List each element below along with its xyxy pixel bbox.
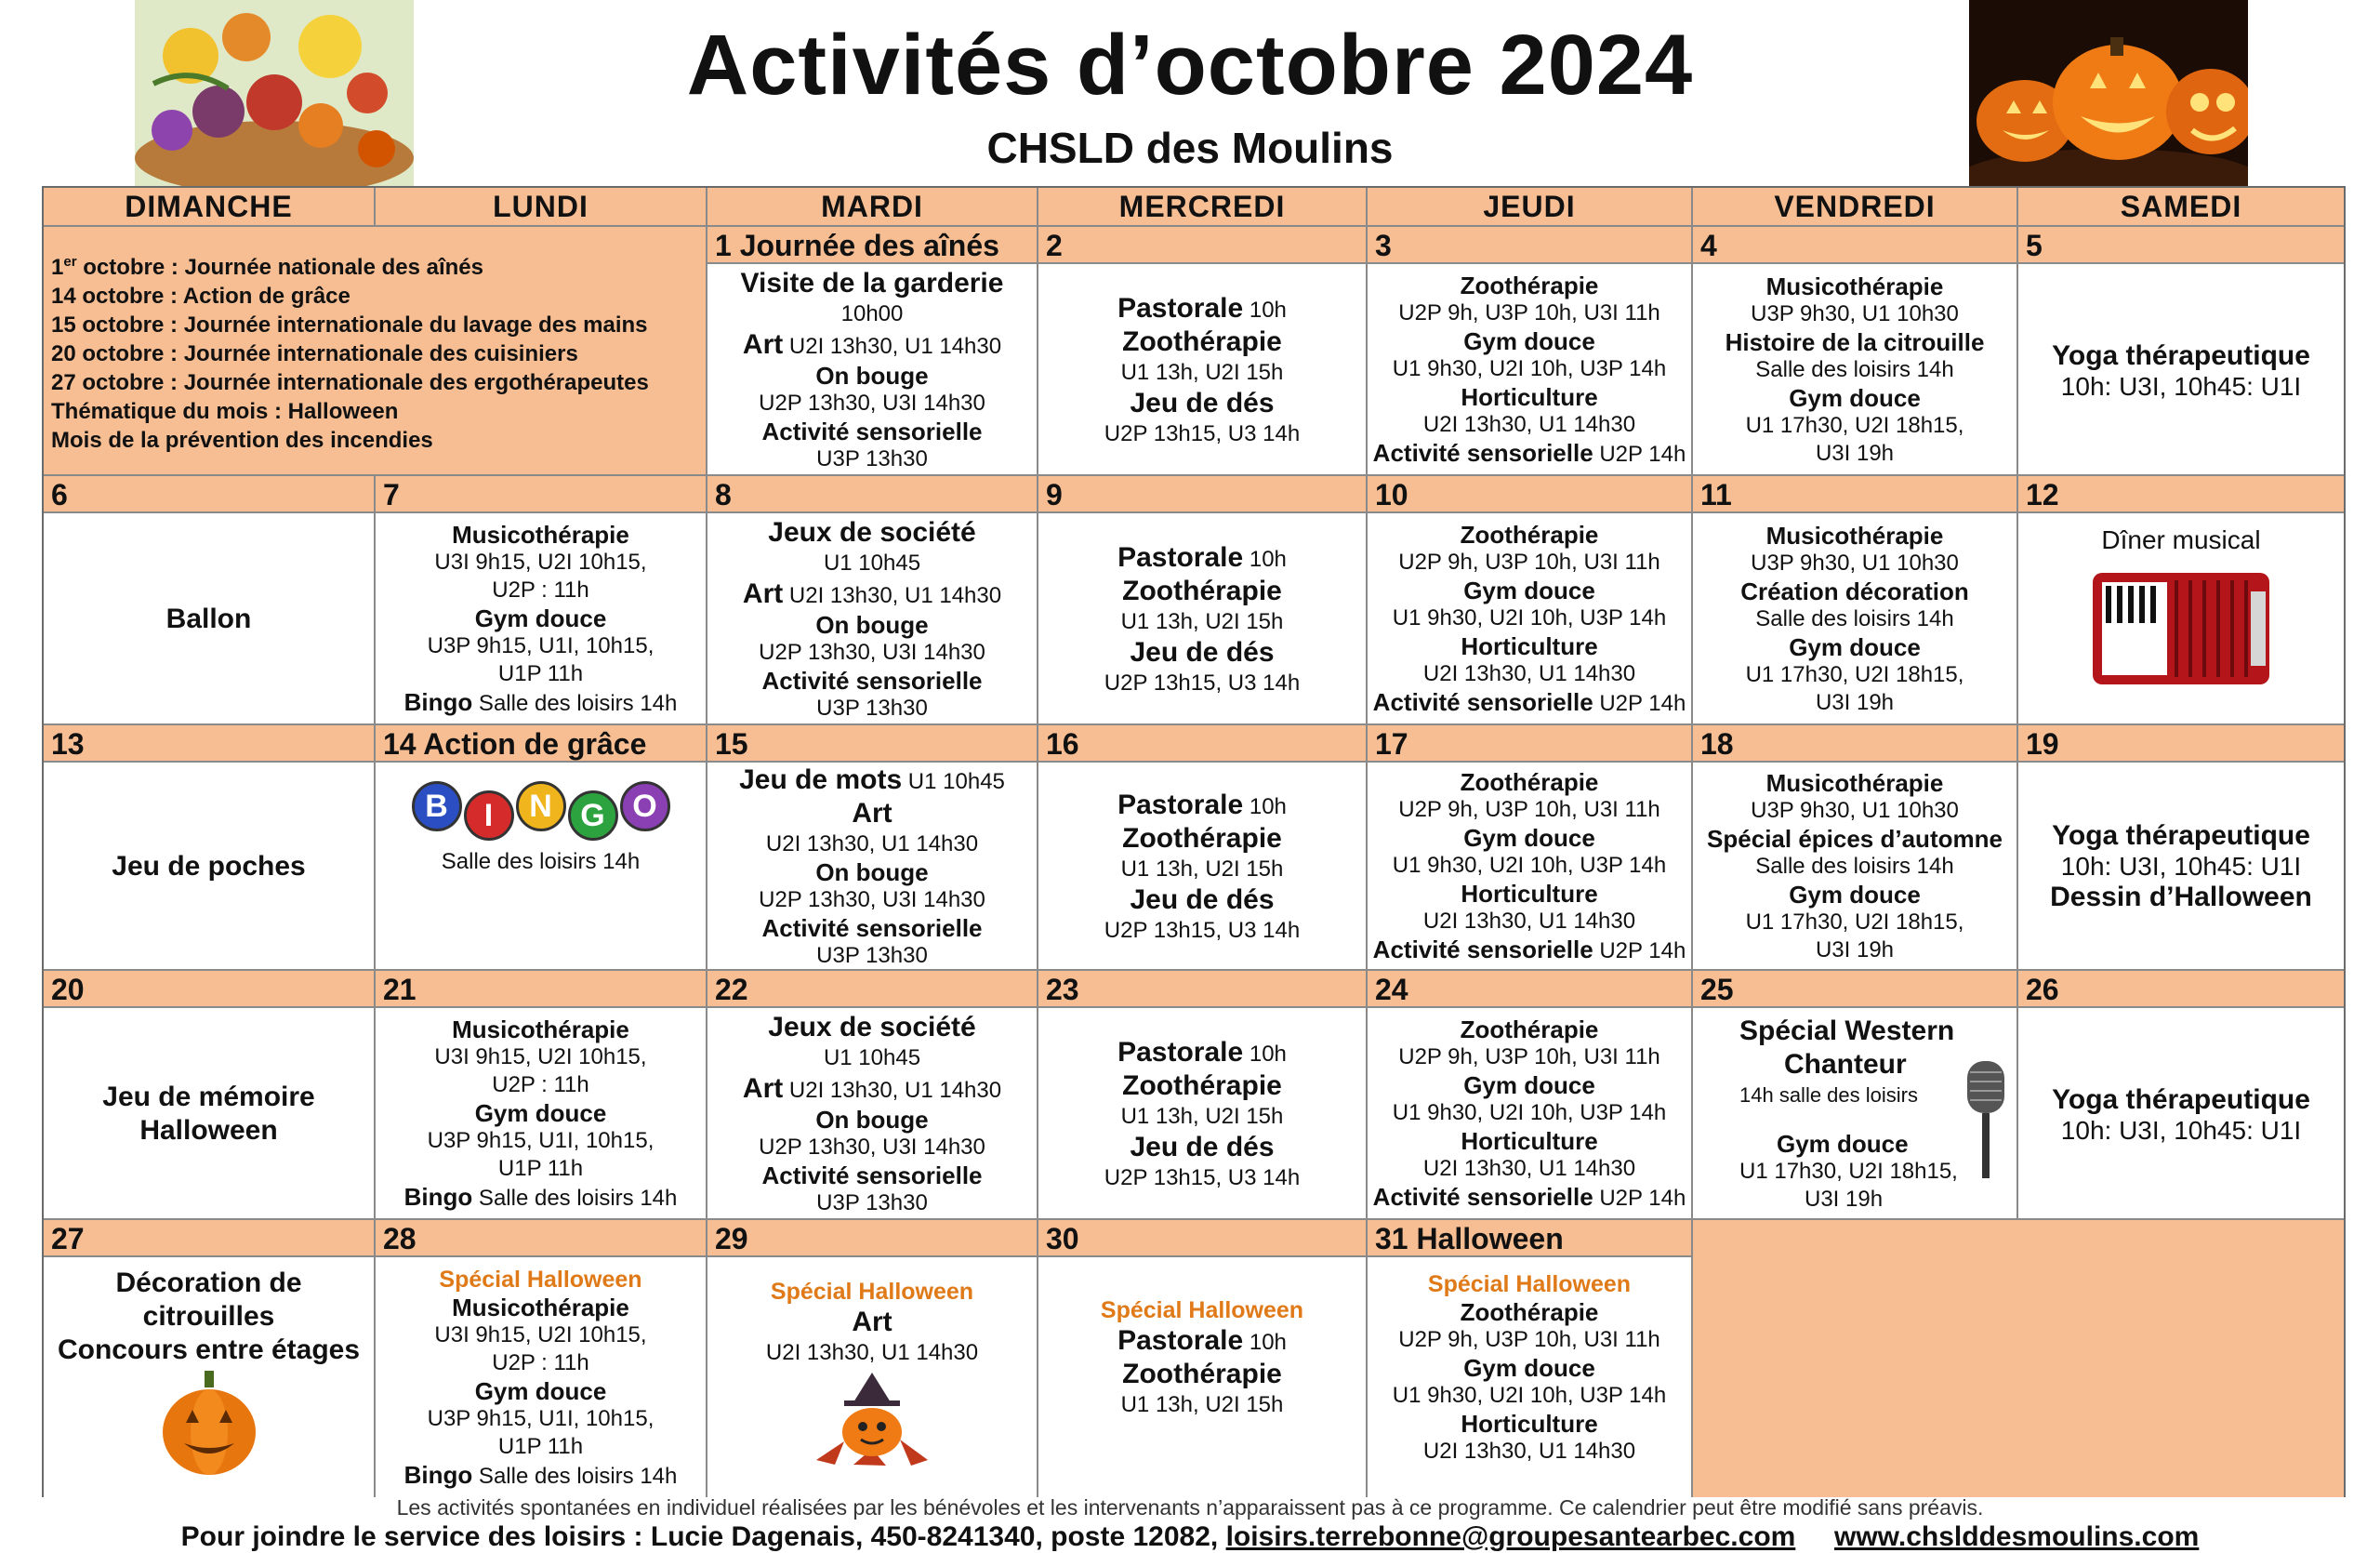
day-number: 2 — [1038, 227, 1366, 264]
schedule: U1 13h, U2I 15h — [1120, 1104, 1284, 1129]
activity: Jeu de mémoire — [102, 1082, 315, 1112]
activity: Gym douce — [1463, 1354, 1595, 1382]
schedule: U2P : 11h — [492, 577, 589, 603]
day-cell — [1038, 971, 1368, 1220]
activity: Histoire de la citrouille — [1725, 328, 1985, 356]
schedule: U3P 9h30, U1 10h30 — [1751, 798, 1959, 823]
day-cell — [1368, 725, 1693, 971]
schedule: U3I 9h15, U2I 10h15, — [434, 550, 647, 575]
activity: Visite de la garderie — [740, 268, 1004, 299]
day-number: 14 Action de grâce — [376, 725, 706, 763]
schedule: U3P 13h30 — [816, 446, 928, 471]
schedule: U3P 9h15, U1I, 10h15, — [427, 633, 654, 658]
day-number: 29 — [707, 1220, 1037, 1257]
day-number: 11 — [1693, 476, 2016, 513]
day-number: 3 — [1368, 227, 1691, 264]
day-number: 26 — [2018, 971, 2344, 1008]
schedule: Salle des loisirs 14h — [472, 1186, 678, 1211]
schedule: U2I 13h30, U1 14h30 — [765, 1340, 979, 1365]
day-cell — [1368, 971, 1693, 1220]
schedule: Salle des loisirs 14h — [441, 849, 641, 874]
schedule: U2I 13h30, U1 14h30 — [783, 583, 1002, 608]
halloween-pumpkin-leaves-icon — [807, 1367, 937, 1469]
activity: Jeux de société — [768, 517, 976, 548]
activity: Bingo — [403, 688, 473, 716]
schedule: U3I 9h15, U2I 10h15, — [434, 1322, 647, 1347]
note-line: 27 octobre : Journée internationale des ergothérapeutes — [51, 370, 649, 395]
bingo-ball: I — [464, 790, 514, 841]
activity: Spécial épices d’automne — [1707, 825, 2003, 853]
schedule: U1 10h45 — [823, 551, 921, 576]
schedule: U3P 9h15, U1I, 10h15, — [427, 1128, 654, 1153]
day-number: 13 — [44, 725, 374, 763]
schedule: U3P 9h30, U1 10h30 — [1751, 301, 1959, 326]
activity: Dîner musical — [2101, 525, 2261, 554]
activity: Zoothérapie — [1460, 1298, 1599, 1326]
activity: Zoothérapie — [1122, 1070, 1282, 1101]
day-cell — [376, 1220, 707, 1497]
activity: Ballon — [165, 604, 252, 634]
day-number: 10 — [1368, 476, 1691, 513]
activity: Art — [852, 798, 892, 829]
activity: Musicothérapie — [1765, 769, 1944, 797]
activity: Halloween — [139, 1115, 278, 1146]
day-cell — [376, 725, 707, 971]
schedule: U2I 13h30, U1 14h30 — [1422, 1439, 1636, 1464]
schedule: U2P 13h30, U3I 14h30 — [759, 391, 985, 416]
schedule: U1 13h, U2I 15h — [1120, 856, 1284, 882]
day-cell — [2018, 227, 2344, 476]
activity: Gym douce — [474, 604, 607, 632]
schedule: U2P 13h30, U3I 14h30 — [759, 887, 985, 912]
schedule: U2P : 11h — [492, 1072, 589, 1097]
activity: Horticulture — [1461, 1127, 1598, 1155]
weekday-header: MERCREDI — [1038, 188, 1368, 227]
schedule: U2P 14h — [1593, 691, 1686, 716]
schedule: U1 9h30, U2I 10h, U3P 14h — [1392, 853, 1667, 878]
activity: Zoothérapie — [1460, 521, 1599, 549]
activity: Zoothérapie — [1460, 272, 1599, 299]
weekday-header: DIMANCHE — [44, 188, 376, 227]
activity: Décoration de — [115, 1268, 302, 1298]
schedule: U2P 9h, U3P 10h, U3I 11h — [1398, 797, 1660, 822]
pumpkin-icon — [158, 1367, 260, 1479]
special-label: Spécial Halloween — [1100, 1297, 1304, 1323]
activity: Art — [742, 329, 784, 360]
schedule: 10h: U3I, 10h45: U1I — [2060, 372, 2302, 401]
schedule: U3I 19h — [1815, 441, 1895, 466]
note-line: Mois de la prévention des incendies — [51, 428, 433, 453]
activity: Jeu de mots — [739, 764, 903, 795]
weekday-header: LUNDI — [376, 188, 707, 227]
day-cell — [2018, 971, 2344, 1220]
jack-o-lantern-image — [1969, 0, 2248, 186]
schedule: U2P 13h30, U3I 14h30 — [759, 1135, 985, 1160]
schedule: U2P 13h15, U3 14h — [1104, 918, 1301, 943]
schedule: U2I 13h30, U1 14h30 — [1422, 661, 1636, 686]
activity: citrouilles — [142, 1301, 275, 1332]
activity: Yoga thérapeutique — [2052, 340, 2310, 371]
day-cell — [707, 476, 1038, 725]
schedule: U2P 14h — [1593, 442, 1686, 467]
day-cell — [707, 227, 1038, 476]
schedule: U1P 11h — [497, 1434, 584, 1459]
activity: Horticulture — [1461, 1410, 1598, 1438]
bingo-ball: B — [412, 781, 462, 831]
day-number: 7 — [376, 476, 706, 513]
schedule: U2I 13h30, U1 14h30 — [765, 831, 979, 856]
schedule: U2P 13h30, U3I 14h30 — [759, 640, 985, 665]
day-cell — [707, 971, 1038, 1220]
activity: Pastorale — [1117, 1325, 1244, 1356]
schedule: U1 17h30, U2I 18h15, — [1745, 662, 1964, 687]
activity: Zoothérapie — [1122, 576, 1282, 606]
schedule: U2I 13h30, U1 14h30 — [783, 334, 1002, 359]
schedule: U2P 9h, U3P 10h, U3I 11h — [1398, 550, 1660, 575]
schedule: U1P 11h — [497, 661, 584, 686]
note-line: 1er octobre : Journée nationale des aînés — [51, 254, 483, 280]
schedule: U2I 13h30, U1 14h30 — [1422, 412, 1636, 437]
day-cell — [707, 1220, 1038, 1497]
bingo-logo — [412, 781, 670, 841]
activity: Gym douce — [1789, 881, 1921, 909]
schedule: U3I 19h — [1815, 937, 1895, 962]
special-label: Spécial Halloween — [1427, 1271, 1632, 1297]
activity: On bouge — [815, 1106, 929, 1134]
activity: On bouge — [815, 858, 929, 886]
schedule: U2P 14h — [1593, 938, 1686, 963]
schedule: 10h: U3I, 10h45: U1I — [2060, 1116, 2302, 1145]
schedule: U2P 13h15, U3 14h — [1104, 670, 1301, 696]
activity: Jeu de dés — [1130, 637, 1275, 668]
schedule: 10h — [1243, 547, 1287, 572]
activity: Musicothérapie — [1765, 522, 1944, 550]
day-cell — [2018, 725, 2344, 971]
note-line: Thématique du mois : Halloween — [51, 399, 399, 424]
activity: Jeux de société — [768, 1012, 976, 1042]
day-cell — [44, 725, 376, 971]
schedule: U1 13h, U2I 15h — [1120, 609, 1284, 634]
activity: Zoothérapie — [1122, 326, 1282, 357]
schedule: U1 17h30, U2I 18h15, — [1745, 413, 1964, 438]
activity: Musicothérapie — [452, 521, 629, 549]
schedule: Salle des loisirs 14h — [472, 691, 678, 716]
activity: Musicothérapie — [452, 1294, 629, 1321]
special-label: Spécial Halloween — [770, 1279, 974, 1305]
schedule: U1 9h30, U2I 10h, U3P 14h — [1392, 605, 1667, 630]
day-cell — [44, 971, 376, 1220]
activity: Création décoration — [1740, 577, 1969, 605]
bingo-ball: O — [620, 781, 670, 831]
schedule: U1 13h, U2I 15h — [1120, 1392, 1284, 1417]
schedule: U2P 9h, U3P 10h, U3I 11h — [1398, 1044, 1660, 1069]
activity: Zoothérapie — [1122, 1359, 1282, 1389]
day-cell — [1038, 1220, 1368, 1497]
schedule: 10h00 — [840, 301, 904, 326]
day-cell — [1368, 1220, 1693, 1497]
schedule: U1 13h, U2I 15h — [1120, 360, 1284, 385]
activity: Activité sensorielle — [761, 418, 983, 445]
activity: Activité sensorielle — [1372, 1183, 1593, 1211]
activity: Gym douce — [1463, 327, 1595, 355]
page-title: Activités d’octobre 2024 — [686, 18, 1694, 113]
activity: Jeu de dés — [1130, 388, 1275, 418]
activity: Bingo — [403, 1461, 473, 1489]
activity: Musicothérapie — [452, 1015, 629, 1043]
activity: Pastorale — [1117, 542, 1244, 573]
note-line: 20 octobre : Journée internationale des cuisiniers — [51, 341, 578, 366]
schedule: U3P 13h30 — [816, 943, 928, 968]
day-number: 6 — [44, 476, 374, 513]
activity: Activité sensorielle — [1372, 439, 1593, 467]
schedule: U3P 9h15, U1I, 10h15, — [427, 1406, 654, 1431]
day-number: 31 Halloween — [1368, 1220, 1691, 1257]
day-number: 27 — [44, 1220, 374, 1257]
day-number: 18 — [1693, 725, 2016, 763]
activity: Art — [742, 1073, 784, 1104]
activity: Concours entre étages — [57, 1334, 361, 1365]
weekday-header: VENDREDI — [1693, 188, 2018, 227]
activity: Musicothérapie — [1765, 272, 1944, 300]
schedule: 10h — [1243, 298, 1287, 323]
activity: Activité sensorielle — [761, 667, 983, 695]
activity: Gym douce — [474, 1377, 607, 1405]
schedule: 10h — [1243, 794, 1287, 819]
day-number: 17 — [1368, 725, 1691, 763]
schedule: U2I 13h30, U1 14h30 — [783, 1078, 1002, 1103]
activity: Gym douce — [474, 1099, 607, 1127]
day-number: 21 — [376, 971, 706, 1008]
schedule: Salle des loisirs 14h — [1755, 854, 1954, 879]
schedule: Salle des loisirs 14h — [1755, 357, 1954, 382]
activity: Yoga thérapeutique — [2052, 820, 2310, 851]
bingo-ball: N — [516, 781, 566, 831]
activity: Pastorale — [1117, 790, 1244, 820]
schedule: U2I 13h30, U1 14h30 — [1422, 1156, 1636, 1181]
activity: Bingo — [403, 1183, 473, 1211]
schedule: U1 10h45 — [902, 769, 1005, 794]
day-cell — [2018, 476, 2344, 725]
activity: Horticulture — [1461, 880, 1598, 908]
schedule: U1P 11h — [497, 1156, 584, 1181]
schedule: U1 9h30, U2I 10h, U3P 14h — [1392, 1383, 1667, 1408]
schedule: U3P 13h30 — [816, 696, 928, 721]
accordion-icon — [2083, 554, 2279, 694]
day-cell — [44, 1220, 376, 1497]
activity: Chanteur — [1784, 1049, 1907, 1080]
schedule: U3P 9h30, U1 10h30 — [1751, 551, 1959, 576]
weekday-header: MARDI — [707, 188, 1038, 227]
month-notes — [44, 227, 707, 476]
day-number: 24 — [1368, 971, 1691, 1008]
schedule: U1 9h30, U2I 10h, U3P 14h — [1392, 356, 1667, 381]
autumn-harvest-image — [135, 0, 414, 186]
activity: On bouge — [815, 611, 929, 639]
day-number: 23 — [1038, 971, 1366, 1008]
activity: Yoga thérapeutique — [2052, 1084, 2310, 1115]
schedule: U3I 19h — [1805, 1187, 1884, 1212]
activity: Gym douce — [1789, 384, 1921, 412]
day-number: 9 — [1038, 476, 1366, 513]
day-number: 19 — [2018, 725, 2344, 763]
weekday-header: SAMEDI — [2018, 188, 2344, 227]
day-number: 30 — [1038, 1220, 1366, 1257]
note-line: 15 octobre : Journée internationale du lavage des mains — [51, 312, 648, 338]
day-number: 16 — [1038, 725, 1366, 763]
page-subtitle: CHSLD des Moulins — [986, 124, 1394, 172]
day-cell — [376, 476, 707, 725]
contact-text: Pour joindre le service des loisirs : Lucie Dagenais, 450-8241340, poste 12082, — [180, 1521, 1226, 1552]
schedule: 10h — [1243, 1042, 1287, 1067]
activity: Gym douce — [1463, 824, 1595, 852]
activity: Activité sensorielle — [1372, 688, 1593, 716]
microphone-icon — [1963, 1059, 2009, 1180]
schedule: 10h — [1243, 1330, 1287, 1355]
day-cell — [376, 971, 707, 1220]
activity: Jeu de dés — [1130, 1132, 1275, 1162]
activity: Pastorale — [1117, 1037, 1244, 1068]
spacer — [1795, 1521, 1834, 1552]
schedule: U2P 9h, U3P 10h, U3I 11h — [1398, 300, 1660, 325]
email-link[interactable]: loisirs.terrebonne@groupesantearbec.com — [1225, 1521, 1796, 1552]
footer-disclaimer: Les activités spontanées en individuel réalisées par les bénévoles et les intervenants n’apparaissent pas à ce programme. Ce calendrier peut être modifié sans préavis. — [396, 1495, 1984, 1520]
activity: Zoothérapie — [1460, 768, 1599, 796]
day-cell — [1368, 476, 1693, 725]
activity: Horticulture — [1461, 383, 1598, 411]
schedule: U1 10h45 — [823, 1045, 921, 1070]
day-number: 22 — [707, 971, 1037, 1008]
activity: Art — [852, 1307, 892, 1337]
activity: Art — [742, 578, 784, 609]
schedule: U1 17h30, U2I 18h15, — [1739, 1159, 1958, 1184]
day-number: 5 — [2018, 227, 2344, 264]
schedule: U3I 19h — [1815, 690, 1895, 715]
activity: Horticulture — [1461, 632, 1598, 660]
activity: On bouge — [815, 362, 929, 390]
special-label: Spécial Halloween — [439, 1267, 642, 1293]
schedule: U3P 13h30 — [816, 1190, 928, 1215]
day-number: 1 Journée des aînés — [707, 227, 1037, 264]
day-cell — [1693, 971, 2018, 1220]
day-cell — [1693, 227, 2018, 476]
website-link[interactable]: www.chslddesmoulins.com — [1834, 1521, 2200, 1552]
activity: Pastorale — [1117, 293, 1244, 324]
schedule: 14h salle des loisirs — [1739, 1083, 1918, 1107]
day-number: 20 — [44, 971, 374, 1008]
activity: Gym douce — [1789, 633, 1921, 661]
schedule: Salle des loisirs 14h — [1755, 606, 1954, 631]
day-cell — [44, 476, 376, 725]
schedule: Salle des loisirs 14h — [472, 1464, 678, 1489]
empty-cell — [1693, 1220, 2344, 1497]
note-line: 14 octobre : Action de grâce — [51, 284, 350, 309]
day-cell — [1693, 725, 2018, 971]
schedule: U2P : 11h — [492, 1350, 589, 1375]
day-cell — [1693, 476, 2018, 725]
day-number: 28 — [376, 1220, 706, 1257]
activity: Spécial Western — [1739, 1015, 1955, 1046]
activity: Jeu de dés — [1130, 884, 1275, 915]
day-number: 12 — [2018, 476, 2344, 513]
day-cell — [1038, 476, 1368, 725]
activity: Jeu de poches — [112, 851, 306, 882]
schedule: U1 17h30, U2I 18h15, — [1745, 909, 1964, 935]
footer-contact — [0, 1521, 2380, 1553]
day-number: 8 — [707, 476, 1037, 513]
day-cell — [1038, 227, 1368, 476]
activity: Dessin d’Halloween — [2050, 882, 2312, 912]
activity: Gym douce — [1463, 1071, 1595, 1099]
day-cell — [1038, 725, 1368, 971]
schedule: U2P 14h — [1593, 1186, 1686, 1211]
day-number: 25 — [1693, 971, 2016, 1008]
activity: Gym douce — [1463, 577, 1595, 604]
schedule: U2P 13h15, U3 14h — [1104, 421, 1301, 446]
activity: Gym douce — [1777, 1130, 1909, 1158]
day-number: 4 — [1693, 227, 2016, 264]
day-cell — [707, 725, 1038, 971]
schedule: U3I 9h15, U2I 10h15, — [434, 1044, 647, 1069]
calendar-grid — [42, 186, 2346, 1497]
weekday-header: JEUDI — [1368, 188, 1693, 227]
day-number: 15 — [707, 725, 1037, 763]
schedule: 10h: U3I, 10h45: U1I — [2060, 852, 2302, 881]
activity: Zoothérapie — [1122, 823, 1282, 854]
activity: Zoothérapie — [1460, 1015, 1599, 1043]
bingo-ball: G — [568, 790, 618, 841]
activity: Activité sensorielle — [761, 914, 983, 942]
day-cell — [1368, 227, 1693, 476]
schedule: U2I 13h30, U1 14h30 — [1422, 909, 1636, 934]
schedule: U2P 9h, U3P 10h, U3I 11h — [1398, 1327, 1660, 1352]
schedule: U2P 13h15, U3 14h — [1104, 1165, 1301, 1190]
schedule: U1 9h30, U2I 10h, U3P 14h — [1392, 1100, 1667, 1125]
activity: Activité sensorielle — [1372, 936, 1593, 963]
activity: Activité sensorielle — [761, 1161, 983, 1189]
